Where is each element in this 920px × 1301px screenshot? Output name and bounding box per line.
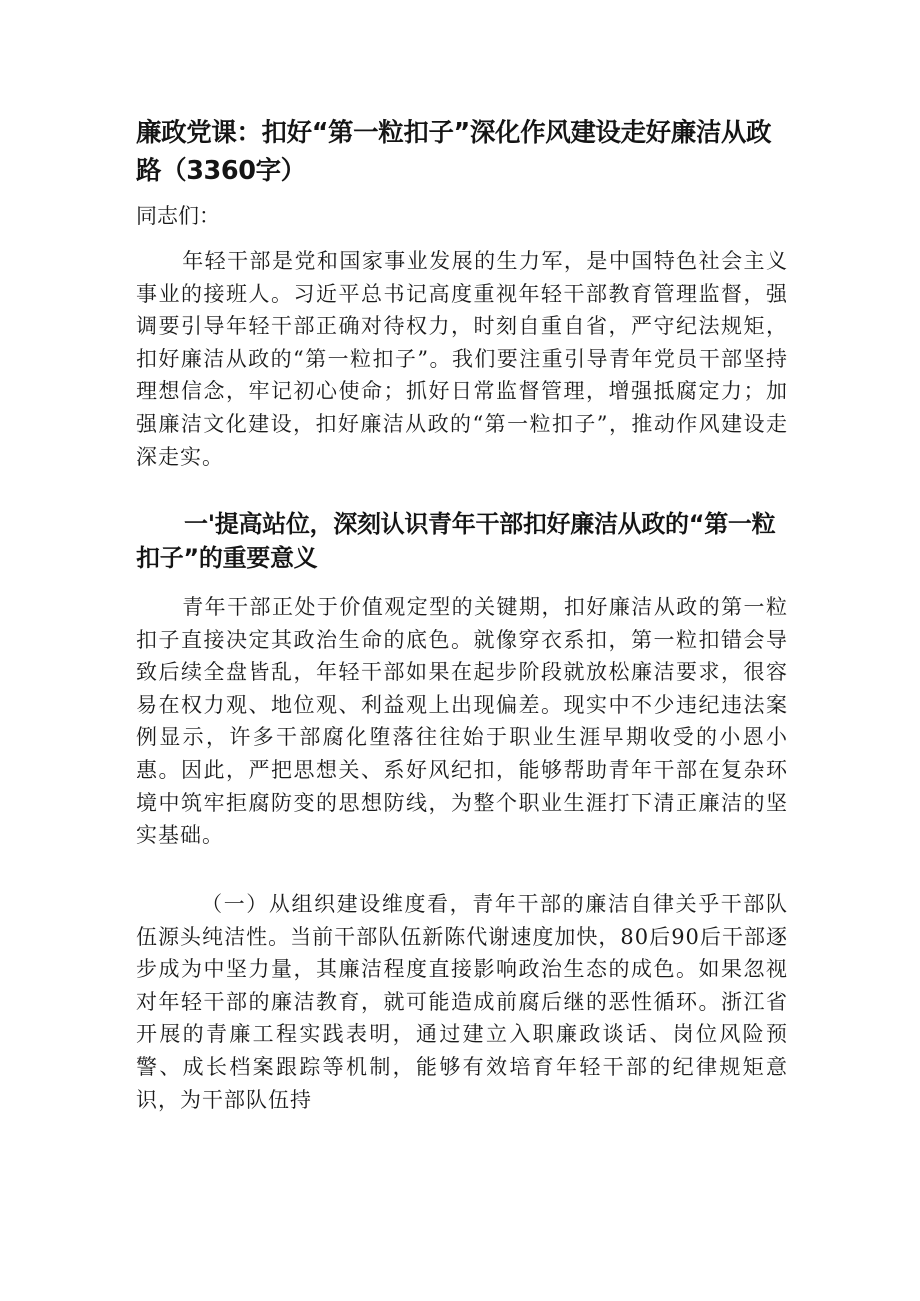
- paragraph-significance: 青年干部正处于价值观定型的关键期，扣好廉洁从政的第一粒扣子直接决定其政治生命的底色。就像穿衣系扣，第一粒扣错会导致后续全盘皆乱，年轻干部如果在起步阶段就放松廉洁要求，很容易在权力观、地位观、利益观上出现偏差。现实中不少违纪违法案例显示，许多干部腐化堕落往往始于职业生涯早期收受的小恩小惠。因此，严把思想关、系好风纪扣，能够帮助青年干部在复杂环境中筑牢拒腐防变的思想防线，为整个职业生涯打下清正廉洁的坚实基础。: [136, 595, 788, 848]
- document-title: 廉政党课：扣好“第一粒扣子”深化作风建设走好廉洁从政路（3360字）: [136, 118, 772, 186]
- greeting: 同志们：: [136, 204, 220, 228]
- section-heading-1: 一'提高站位，深刻认识青年干部扣好廉洁从政的“第一粒扣子”的重要意义: [136, 510, 776, 572]
- paragraph-intro: 年轻干部是党和国家事业发展的生力军，是中国特色社会主义事业的接班人。习近平总书记高度重视年轻干部教育管理监督，强调要引导年轻干部正确对待权力，时刻自重自省，严守纪法规矩，扣好廉洁从政的“第一粒扣子”。我们要注重引导青年党员干部坚持理想信念，牢记初心使命；抓好日常监督管理，增强抵腐定力；加强廉洁文化建设，扣好廉洁从政的“第一粒扣子”，推动作风建设走深走实。: [136, 249, 788, 469]
- paragraph-subsection-1: （一）从组织建设维度看，青年干部的廉洁自律关乎干部队伍源头纯洁性。当前干部队伍新陈代谢速度加快，80后90后干部逐步成为中坚力量，其廉洁程度直接影响政治生态的成色。如果忽视对年轻干部的廉洁教育，就可能造成前腐后继的恶性循环。浙江省开展的青廉工程实践表明，通过建立入职廉政谈话、岗位风险预警、成长档案跟踪等机制，能够有效培育年轻干部的纪律规矩意识，为干部队伍持: [136, 892, 788, 1112]
